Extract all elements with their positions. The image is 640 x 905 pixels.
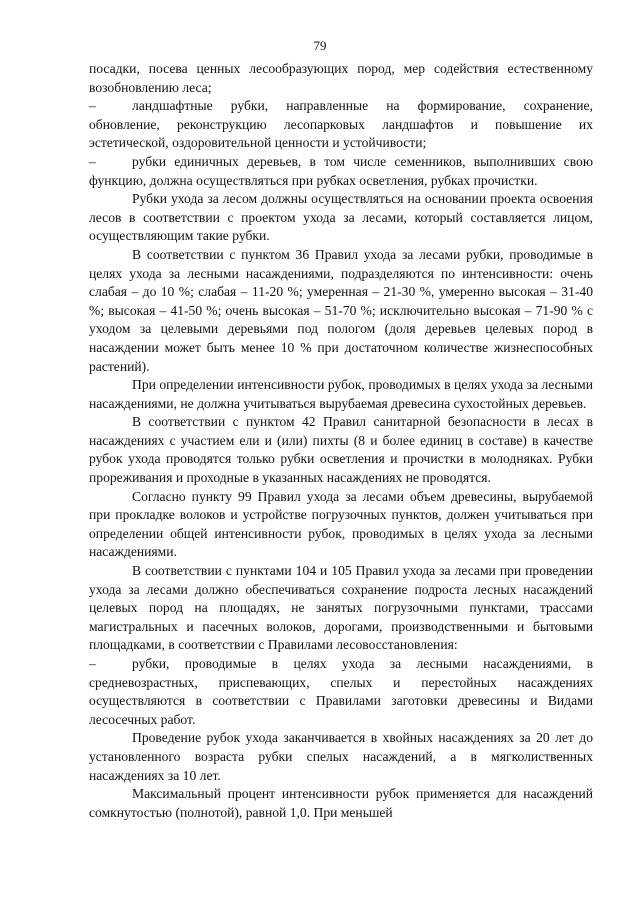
paragraph-text: При определении интенсивности рубок, проводимых в целях ухода за лесными насаждениями, не должна учитываться вырубаемая древесина сухостойных деревьев. (89, 377, 593, 411)
paragraph (89, 488, 593, 562)
paragraph-text: посадки, посева ценных лесообразующих пород, мер содействия естественному возобновлению леса; (89, 61, 593, 95)
paragraph-text: Согласно пункту 99 Правил ухода за лесами объем древесины, вырубаемой при прокладке волоков и устройстве погрузочных пунктов, должен учитываться при определении общей интенсивности рубок, проводимых в целях ухода за лесными насаждениями. (89, 488, 593, 560)
list-item-text: ландшафтные рубки, направленные на формирование, сохранение, обновление, реконструкцию лесопарковых ландшафтов и повышение их эстетической, оздоровительной ценности и устойчивости; (89, 98, 593, 151)
paragraph (89, 729, 593, 785)
paragraph (89, 562, 593, 655)
paragraph-text: В соответствии с пунктом 36 Правил ухода за лесами рубки, проводимые в целях ухода за лесными насаждениями, подразделяются по интенсивности: очень слабая – до 10 %; слабая – 11-20 %; умеренная – 21-30 %, умеренно высокая – 31-40 %; высокая – 41-50 %; очень высокая – 51-70 %; исключительно высокая – 71-90 % с уходом за целевыми деревьями под пологом (доля деревьев целевых пород в насаждении может быть менее 10 % при достаточном количестве жизнеспособных растений). (89, 246, 593, 374)
list-item-text: рубки, проводимые в целях ухода за лесными насаждениями, в средневозрастных, приспевающих, спелых и перестойных насаждениях осуществляются в соответствии с Правилами заготовки древесины и Видами лесосечных работ. (89, 656, 593, 727)
paragraph (89, 376, 593, 413)
list-item (89, 97, 593, 153)
dash-marker: – (89, 98, 96, 114)
paragraph (89, 413, 593, 487)
paragraph-text: Проведение рубок ухода заканчивается в хвойных насаждениях за 20 лет до установленного возраста рубки спелых насаждений, а в мягколиственных насаждениях за 10 лет. (89, 730, 593, 783)
dash-marker: – (89, 656, 96, 671)
paragraph-text: Максимальный процент интенсивности рубок применяется для насаждений сомкнутостью (полнотой), равной 1,0. При меньшей (89, 786, 593, 820)
paragraph (89, 785, 593, 822)
list-item (89, 655, 593, 729)
dash-marker: – (89, 153, 96, 169)
paragraph-text: В соответствии с пунктами 104 и 105 Правил ухода за лесами при проведении ухода за лесами должно обеспечиваться сохранение подроста лесных насаждений целевых пород на площадях, не занятых погрузочными пунктами, трассами магистральных и пасечных волоков, дорогами, производственными и бытовыми площадками, в соответствии с Правилами лесовосстановления: (89, 563, 593, 653)
paragraph (89, 190, 593, 246)
list-item (89, 153, 593, 190)
paragraph-text: Рубки ухода за лесом должны осуществляться на основании проекта освоения лесов в соответствии с проектом ухода за лесами, который составляется лицом, осуществляющим такие рубки. (89, 191, 593, 244)
paragraph (89, 246, 593, 376)
paragraph-text: В соответствии с пунктом 42 Правил санитарной безопасности в лесах в насаждениях с участием ели и (или) пихты (8 и более единиц в составе) в качестве рубок ухода проводятся только рубки осветления и прочистки в молодняках. Рубки прореживания и проходные в указанных насаждениях не проводятся. (89, 414, 593, 486)
document-body (89, 60, 593, 822)
list-item-text: рубки единичных деревьев, в том числе семенников, выполнивших свою функцию, должна осуществляться при рубках осветления, рубках прочистки. (89, 153, 593, 188)
page-number: 79 (313, 38, 327, 53)
paragraph (89, 60, 593, 97)
